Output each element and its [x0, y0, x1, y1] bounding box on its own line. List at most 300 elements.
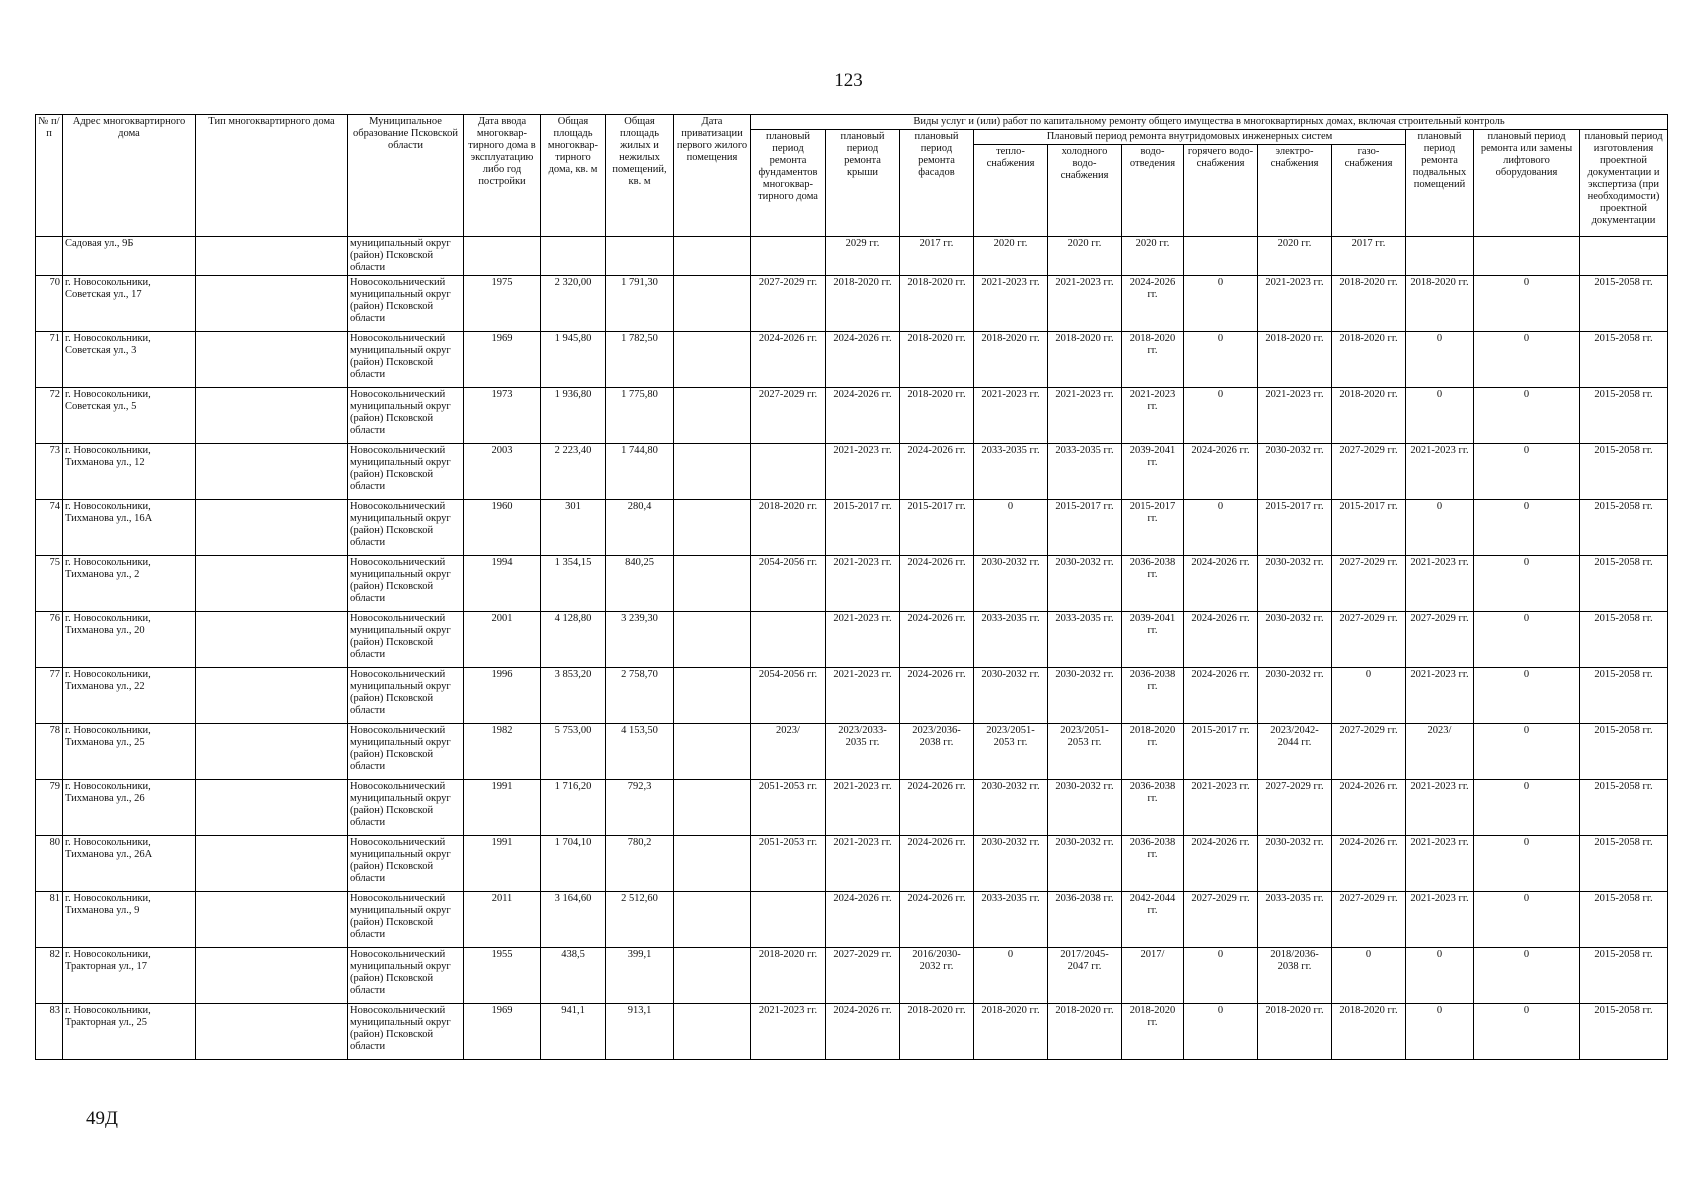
cell-sewerage: 2036-2038 гг.: [1122, 556, 1184, 612]
cell-elevator: 0: [1474, 388, 1580, 444]
cell-total-area: [541, 237, 606, 276]
cell-house-type: [196, 276, 348, 332]
cell-num: 70: [36, 276, 63, 332]
cell-privatization: [674, 948, 751, 1004]
cell-heat: 2030-2032 гг.: [974, 836, 1048, 892]
cell-facade: 2024-2026 гг.: [900, 892, 974, 948]
cell-design-docs: 2015-2058 гг.: [1580, 1004, 1668, 1060]
table-row-continuation: [36, 237, 1668, 276]
cell-elevator: 0: [1474, 500, 1580, 556]
table-row: [36, 276, 1668, 332]
cell-cold-water: 2018-2020 гг.: [1048, 332, 1122, 388]
col-privatization-header: Дата приватизации первого жилого помещения: [674, 115, 751, 237]
cell-cold-water: 2036-2038 гг.: [1048, 892, 1122, 948]
cell-elevator: 0: [1474, 892, 1580, 948]
table-row: [36, 668, 1668, 724]
cell-living-area: 1 744,80: [606, 444, 674, 500]
cell-address: г. Новосокольники, Тихманова ул., 25: [63, 724, 196, 780]
cell-cold-water: 2021-2023 гг.: [1048, 276, 1122, 332]
col-sewerage-header: водо-отведения: [1122, 145, 1184, 237]
col-municipality-header: Муниципальное образование Псковской области: [348, 115, 464, 237]
cell-electric: 2030-2032 гг.: [1258, 836, 1332, 892]
cell-design-docs: 2015-2058 гг.: [1580, 780, 1668, 836]
cell-sewerage: 2018-2020 гг.: [1122, 1004, 1184, 1060]
works-group-header: Виды услуг и (или) работ по капитальному ремонту общего имущества в многоквартирных домах, включая строительный контроль: [751, 115, 1668, 130]
cell-heat: 0: [974, 500, 1048, 556]
cell-year: 1960: [464, 500, 541, 556]
cell-living-area: 2 758,70: [606, 668, 674, 724]
cell-living-area: 913,1: [606, 1004, 674, 1060]
cell-living-area: [606, 237, 674, 276]
table-row: [36, 836, 1668, 892]
cell-sewerage: 2018-2020 гг.: [1122, 332, 1184, 388]
table-row: [36, 1004, 1668, 1060]
cell-house-type: [196, 948, 348, 1004]
cell-elevator: 0: [1474, 276, 1580, 332]
cell-house-type: [196, 237, 348, 276]
cell-facade: 2024-2026 гг.: [900, 836, 974, 892]
cell-electric: 2018-2020 гг.: [1258, 1004, 1332, 1060]
col-living-area-header: Общая площадь жилых и нежилых помещений, кв. м: [606, 115, 674, 237]
cell-privatization: [674, 892, 751, 948]
cell-house-type: [196, 332, 348, 388]
cell-cold-water: 2033-2035 гг.: [1048, 444, 1122, 500]
cell-living-area: 2 512,60: [606, 892, 674, 948]
cell-hot-water: 2024-2026 гг.: [1184, 668, 1258, 724]
cell-facade: 2024-2026 гг.: [900, 780, 974, 836]
cell-design-docs: [1580, 237, 1668, 276]
cell-heat: 2030-2032 гг.: [974, 780, 1048, 836]
cell-hot-water: 2024-2026 гг.: [1184, 612, 1258, 668]
cell-municipality: Новосокольнический муниципальный округ (район) Псковской области: [348, 836, 464, 892]
col-foundation-header: плановый период ремонта фундаментов многоквар-тирного дома: [751, 130, 826, 237]
cell-municipality: Новосокольнический муниципальный округ (район) Псковской области: [348, 444, 464, 500]
cell-basement: 2027-2029 гг.: [1406, 612, 1474, 668]
cell-gas: 2027-2029 гг.: [1332, 556, 1406, 612]
cell-sewerage: 2017/: [1122, 948, 1184, 1004]
col-cold-water-header: холодного водо-снабжения: [1048, 145, 1122, 237]
cell-hot-water: 2021-2023 гг.: [1184, 780, 1258, 836]
cell-hot-water: 0: [1184, 332, 1258, 388]
cell-address: г. Новосокольники, Тихманова ул., 12: [63, 444, 196, 500]
cell-year: 1975: [464, 276, 541, 332]
cell-elevator: 0: [1474, 724, 1580, 780]
cell-design-docs: 2015-2058 гг.: [1580, 724, 1668, 780]
cell-facade: 2017 гг.: [900, 237, 974, 276]
table-row: [36, 892, 1668, 948]
cell-basement: 0: [1406, 1004, 1474, 1060]
cell-sewerage: 2036-2038 гг.: [1122, 780, 1184, 836]
cell-total-area: 4 128,80: [541, 612, 606, 668]
cell-total-area: 438,5: [541, 948, 606, 1004]
cell-heat: 2030-2032 гг.: [974, 668, 1048, 724]
table-row: [36, 500, 1668, 556]
col-house-type-header: Тип многоквартирного дома: [196, 115, 348, 237]
cell-sewerage: 2021-2023 гг.: [1122, 388, 1184, 444]
cell-year: 1955: [464, 948, 541, 1004]
cell-num: 83: [36, 1004, 63, 1060]
table-row: [36, 724, 1668, 780]
cell-privatization: [674, 388, 751, 444]
cell-municipality: Новосокольнический муниципальный округ (район) Псковской области: [348, 276, 464, 332]
cell-basement: 2021-2023 гг.: [1406, 444, 1474, 500]
cell-address: г. Новосокольники, Тихманова ул., 9: [63, 892, 196, 948]
table-body: [36, 237, 1668, 1060]
cell-basement: 2021-2023 гг.: [1406, 836, 1474, 892]
cell-elevator: 0: [1474, 668, 1580, 724]
cell-hot-water: 0: [1184, 500, 1258, 556]
cell-privatization: [674, 1004, 751, 1060]
cell-electric: 2030-2032 гг.: [1258, 612, 1332, 668]
cell-basement: 2021-2023 гг.: [1406, 556, 1474, 612]
cell-municipality: Новосокольнический муниципальный округ (район) Псковской области: [348, 612, 464, 668]
cell-elevator: 0: [1474, 780, 1580, 836]
cell-num: 77: [36, 668, 63, 724]
cell-heat: 2021-2023 гг.: [974, 388, 1048, 444]
table-row: [36, 388, 1668, 444]
cell-design-docs: 2015-2058 гг.: [1580, 276, 1668, 332]
cell-year: 1973: [464, 388, 541, 444]
cell-privatization: [674, 556, 751, 612]
col-electric-header: электро-снабжения: [1258, 145, 1332, 237]
cell-year: 2001: [464, 612, 541, 668]
cell-total-area: 301: [541, 500, 606, 556]
cell-gas: 2018-2020 гг.: [1332, 332, 1406, 388]
table-row: [36, 948, 1668, 1004]
cell-hot-water: 2027-2029 гг.: [1184, 892, 1258, 948]
cell-hot-water: 0: [1184, 388, 1258, 444]
cell-total-area: 2 223,40: [541, 444, 606, 500]
cell-heat: 2018-2020 гг.: [974, 332, 1048, 388]
cell-cold-water: 2030-2032 гг.: [1048, 836, 1122, 892]
cell-roof: 2024-2026 гг.: [826, 388, 900, 444]
capital-repair-table: [35, 114, 1668, 1060]
cell-municipality: Новосокольнический муниципальный округ (район) Псковской области: [348, 892, 464, 948]
cell-heat: 2033-2035 гг.: [974, 612, 1048, 668]
cell-cold-water: 2030-2032 гг.: [1048, 668, 1122, 724]
cell-gas: 2024-2026 гг.: [1332, 836, 1406, 892]
cell-total-area: 1 716,20: [541, 780, 606, 836]
table-row: [36, 556, 1668, 612]
cell-elevator: 0: [1474, 948, 1580, 1004]
col-total-area-header: Общая площадь многоквар-тирного дома, кв. м: [541, 115, 606, 237]
cell-total-area: 3 164,60: [541, 892, 606, 948]
cell-total-area: 1 936,80: [541, 388, 606, 444]
cell-num: [36, 237, 63, 276]
cell-design-docs: 2015-2058 гг.: [1580, 444, 1668, 500]
cell-basement: 0: [1406, 948, 1474, 1004]
cell-basement: 2021-2023 гг.: [1406, 892, 1474, 948]
cell-basement: 0: [1406, 388, 1474, 444]
cell-design-docs: 2015-2058 гг.: [1580, 836, 1668, 892]
cell-living-area: 840,25: [606, 556, 674, 612]
cell-address: г. Новосокольники, Тихманова ул., 26А: [63, 836, 196, 892]
cell-year: 2011: [464, 892, 541, 948]
cell-design-docs: 2015-2058 гг.: [1580, 500, 1668, 556]
cell-sewerage: 2020 гг.: [1122, 237, 1184, 276]
cell-hot-water: 0: [1184, 1004, 1258, 1060]
cell-address: г. Новосокольники, Советская ул., 3: [63, 332, 196, 388]
cell-sewerage: 2036-2038 гг.: [1122, 836, 1184, 892]
cell-basement: 0: [1406, 332, 1474, 388]
cell-cold-water: 2030-2032 гг.: [1048, 780, 1122, 836]
cell-electric: 2033-2035 гг.: [1258, 892, 1332, 948]
cell-design-docs: 2015-2058 гг.: [1580, 556, 1668, 612]
cell-living-area: 1 791,30: [606, 276, 674, 332]
cell-facade: 2018-2020 гг.: [900, 332, 974, 388]
cell-cold-water: 2030-2032 гг.: [1048, 556, 1122, 612]
cell-design-docs: 2015-2058 гг.: [1580, 332, 1668, 388]
cell-electric: 2021-2023 гг.: [1258, 276, 1332, 332]
cell-gas: 2024-2026 гг.: [1332, 780, 1406, 836]
cell-facade: 2018-2020 гг.: [900, 276, 974, 332]
cell-electric: 2030-2032 гг.: [1258, 444, 1332, 500]
cell-num: 80: [36, 836, 63, 892]
cell-year: 2003: [464, 444, 541, 500]
cell-municipality: Новосокольнический муниципальный округ (район) Псковской области: [348, 332, 464, 388]
cell-total-area: 5 753,00: [541, 724, 606, 780]
cell-heat: 2030-2032 гг.: [974, 556, 1048, 612]
cell-basement: 2018-2020 гг.: [1406, 276, 1474, 332]
cell-num: 76: [36, 612, 63, 668]
cell-year: 1982: [464, 724, 541, 780]
cell-gas: 2027-2029 гг.: [1332, 444, 1406, 500]
cell-privatization: [674, 668, 751, 724]
cell-house-type: [196, 836, 348, 892]
cell-basement: 2021-2023 гг.: [1406, 780, 1474, 836]
cell-elevator: 0: [1474, 836, 1580, 892]
cell-electric: 2027-2029 гг.: [1258, 780, 1332, 836]
cell-heat: 2033-2035 гг.: [974, 892, 1048, 948]
cell-design-docs: 2015-2058 гг.: [1580, 948, 1668, 1004]
cell-living-area: 1 775,80: [606, 388, 674, 444]
cell-num: 79: [36, 780, 63, 836]
cell-privatization: [674, 724, 751, 780]
col-design-docs-header: плановый период изготовления проектной документации и экспертиза (при необходимости) проектной документации: [1580, 130, 1668, 237]
table-row: [36, 332, 1668, 388]
cell-address: г. Новосокольники, Тракторная ул., 17: [63, 948, 196, 1004]
cell-total-area: 1 354,15: [541, 556, 606, 612]
cell-electric: 2020 гг.: [1258, 237, 1332, 276]
cell-address: г. Новосокольники, Советская ул., 5: [63, 388, 196, 444]
cell-num: 75: [36, 556, 63, 612]
cell-electric: 2030-2032 гг.: [1258, 668, 1332, 724]
cell-municipality: Новосокольнический муниципальный округ (район) Псковской области: [348, 1004, 464, 1060]
cell-elevator: 0: [1474, 444, 1580, 500]
cell-facade: 2023/2036-2038 гг.: [900, 724, 974, 780]
cell-gas: 0: [1332, 668, 1406, 724]
cell-foundation: [751, 237, 826, 276]
cell-num: 74: [36, 500, 63, 556]
cell-roof: 2021-2023 гг.: [826, 556, 900, 612]
cell-num: 82: [36, 948, 63, 1004]
table-row: [36, 612, 1668, 668]
col-address-header: Адрес многоквартирного дома: [63, 115, 196, 237]
cell-foundation: 2021-2023 гг.: [751, 1004, 826, 1060]
cell-roof: 2024-2026 гг.: [826, 892, 900, 948]
cell-cold-water: 2021-2023 гг.: [1048, 388, 1122, 444]
cell-sewerage: 2039-2041 гг.: [1122, 612, 1184, 668]
cell-facade: 2024-2026 гг.: [900, 668, 974, 724]
cell-address: Садовая ул., 9Б: [63, 237, 196, 276]
systems-group-header: Плановый период ремонта внутридомовых инженерных систем: [974, 130, 1406, 145]
cell-cold-water: 2033-2035 гг.: [1048, 612, 1122, 668]
col-commission-date-header: Дата ввода многоквар-тирного дома в эксплуатацию либо год постройки: [464, 115, 541, 237]
cell-sewerage: 2042-2044 гг.: [1122, 892, 1184, 948]
cell-municipality: Новосокольнический муниципальный округ (район) Псковской области: [348, 500, 464, 556]
cell-year: 1991: [464, 836, 541, 892]
cell-house-type: [196, 556, 348, 612]
cell-address: г. Новосокольники, Тихманова ул., 20: [63, 612, 196, 668]
cell-hot-water: 2024-2026 гг.: [1184, 556, 1258, 612]
table-row: [36, 444, 1668, 500]
col-facade-header: плановый период ремонта фасадов: [900, 130, 974, 237]
cell-roof: 2021-2023 гг.: [826, 836, 900, 892]
cell-foundation: [751, 612, 826, 668]
cell-house-type: [196, 668, 348, 724]
cell-foundation: [751, 444, 826, 500]
cell-total-area: 2 320,00: [541, 276, 606, 332]
cell-foundation: 2051-2053 гг.: [751, 780, 826, 836]
cell-house-type: [196, 1004, 348, 1060]
cell-heat: 0: [974, 948, 1048, 1004]
cell-hot-water: 2024-2026 гг.: [1184, 836, 1258, 892]
cell-house-type: [196, 444, 348, 500]
cell-facade: 2024-2026 гг.: [900, 612, 974, 668]
cell-foundation: 2027-2029 гг.: [751, 276, 826, 332]
cell-design-docs: 2015-2058 гг.: [1580, 612, 1668, 668]
cell-privatization: [674, 276, 751, 332]
cell-year: 1991: [464, 780, 541, 836]
cell-gas: 2018-2020 гг.: [1332, 388, 1406, 444]
cell-sewerage: 2039-2041 гг.: [1122, 444, 1184, 500]
cell-hot-water: 2015-2017 гг.: [1184, 724, 1258, 780]
cell-foundation: [751, 892, 826, 948]
cell-hot-water: 0: [1184, 948, 1258, 1004]
cell-foundation: 2051-2053 гг.: [751, 836, 826, 892]
cell-house-type: [196, 724, 348, 780]
cell-year: 1969: [464, 1004, 541, 1060]
cell-municipality: Новосокольнический муниципальный округ (район) Псковской области: [348, 668, 464, 724]
cell-municipality: Новосокольнический муниципальный округ (район) Псковской области: [348, 388, 464, 444]
cell-gas: 0: [1332, 948, 1406, 1004]
cell-privatization: [674, 836, 751, 892]
cell-basement: 2023/: [1406, 724, 1474, 780]
cell-address: г. Новосокольники, Тихманова ул., 26: [63, 780, 196, 836]
cell-cold-water: 2017/2045-2047 гг.: [1048, 948, 1122, 1004]
cell-heat: 2033-2035 гг.: [974, 444, 1048, 500]
cell-roof: 2021-2023 гг.: [826, 780, 900, 836]
cell-facade: 2016/2030-2032 гг.: [900, 948, 974, 1004]
cell-roof: 2024-2026 гг.: [826, 332, 900, 388]
col-roof-header: плановый период ремонта крыши: [826, 130, 900, 237]
cell-facade: 2024-2026 гг.: [900, 444, 974, 500]
cell-foundation: 2054-2056 гг.: [751, 556, 826, 612]
cell-address: г. Новосокольники, Советская ул., 17: [63, 276, 196, 332]
cell-facade: 2018-2020 гг.: [900, 1004, 974, 1060]
cell-electric: 2015-2017 гг.: [1258, 500, 1332, 556]
table-row: [36, 780, 1668, 836]
cell-foundation: 2018-2020 гг.: [751, 948, 826, 1004]
cell-house-type: [196, 500, 348, 556]
cell-gas: 2027-2029 гг.: [1332, 724, 1406, 780]
cell-facade: 2018-2020 гг.: [900, 388, 974, 444]
cell-gas: 2018-2020 гг.: [1332, 1004, 1406, 1060]
cell-gas: 2015-2017 гг.: [1332, 500, 1406, 556]
cell-gas: 2018-2020 гг.: [1332, 276, 1406, 332]
cell-privatization: [674, 332, 751, 388]
cell-facade: 2024-2026 гг.: [900, 556, 974, 612]
cell-house-type: [196, 388, 348, 444]
cell-cold-water: 2023/2051-2053 гг.: [1048, 724, 1122, 780]
cell-living-area: 792,3: [606, 780, 674, 836]
cell-elevator: 0: [1474, 332, 1580, 388]
cell-cold-water: 2015-2017 гг.: [1048, 500, 1122, 556]
cell-roof: 2023/2033-2035 гг.: [826, 724, 900, 780]
cell-municipality: Новосокольнический муниципальный округ (район) Псковской области: [348, 948, 464, 1004]
cell-house-type: [196, 612, 348, 668]
cell-living-area: 4 153,50: [606, 724, 674, 780]
col-basement-header: плановый период ремонта подвальных помещений: [1406, 130, 1474, 237]
cell-privatization: [674, 237, 751, 276]
col-num-header: № п/п: [36, 115, 63, 237]
cell-cold-water: 2018-2020 гг.: [1048, 1004, 1122, 1060]
cell-year: 1996: [464, 668, 541, 724]
cell-municipality: Новосокольнический муниципальный округ (район) Псковской области: [348, 780, 464, 836]
cell-heat: 2021-2023 гг.: [974, 276, 1048, 332]
cell-total-area: 941,1: [541, 1004, 606, 1060]
col-elevator-header: плановый период ремонта или замены лифтового оборудования: [1474, 130, 1580, 237]
header-row-1: [36, 115, 1668, 130]
cell-total-area: 1 945,80: [541, 332, 606, 388]
cell-gas: 2027-2029 гг.: [1332, 892, 1406, 948]
cell-municipality: муниципальный округ (район) Псковской области: [348, 237, 464, 276]
cell-design-docs: 2015-2058 гг.: [1580, 668, 1668, 724]
cell-roof: 2024-2026 гг.: [826, 1004, 900, 1060]
cell-roof: 2029 гг.: [826, 237, 900, 276]
cell-gas: 2027-2029 гг.: [1332, 612, 1406, 668]
cell-basement: [1406, 237, 1474, 276]
cell-elevator: 0: [1474, 1004, 1580, 1060]
cell-address: г. Новосокольники, Тихманова ул., 16А: [63, 500, 196, 556]
cell-total-area: 3 853,20: [541, 668, 606, 724]
cell-sewerage: 2018-2020 гг.: [1122, 724, 1184, 780]
cell-privatization: [674, 500, 751, 556]
cell-address: г. Новосокольники, Тихманова ул., 2: [63, 556, 196, 612]
cell-num: 81: [36, 892, 63, 948]
cell-foundation: 2024-2026 гг.: [751, 332, 826, 388]
cell-elevator: 0: [1474, 556, 1580, 612]
cell-electric: 2030-2032 гг.: [1258, 556, 1332, 612]
cell-heat: 2023/2051-2053 гг.: [974, 724, 1048, 780]
cell-living-area: 280,4: [606, 500, 674, 556]
cell-hot-water: [1184, 237, 1258, 276]
cell-municipality: Новосокольнический муниципальный округ (район) Псковской области: [348, 724, 464, 780]
cell-roof: 2021-2023 гг.: [826, 612, 900, 668]
cell-privatization: [674, 444, 751, 500]
cell-num: 72: [36, 388, 63, 444]
cell-num: 78: [36, 724, 63, 780]
cell-elevator: [1474, 237, 1580, 276]
cell-address: г. Новосокольники, Тракторная ул., 25: [63, 1004, 196, 1060]
col-gas-header: газо-снабжения: [1332, 145, 1406, 237]
cell-design-docs: 2015-2058 гг.: [1580, 388, 1668, 444]
cell-cold-water: 2020 гг.: [1048, 237, 1122, 276]
cell-municipality: Новосокольнический муниципальный округ (район) Псковской области: [348, 556, 464, 612]
cell-facade: 2015-2017 гг.: [900, 500, 974, 556]
cell-privatization: [674, 612, 751, 668]
cell-living-area: 3 239,30: [606, 612, 674, 668]
